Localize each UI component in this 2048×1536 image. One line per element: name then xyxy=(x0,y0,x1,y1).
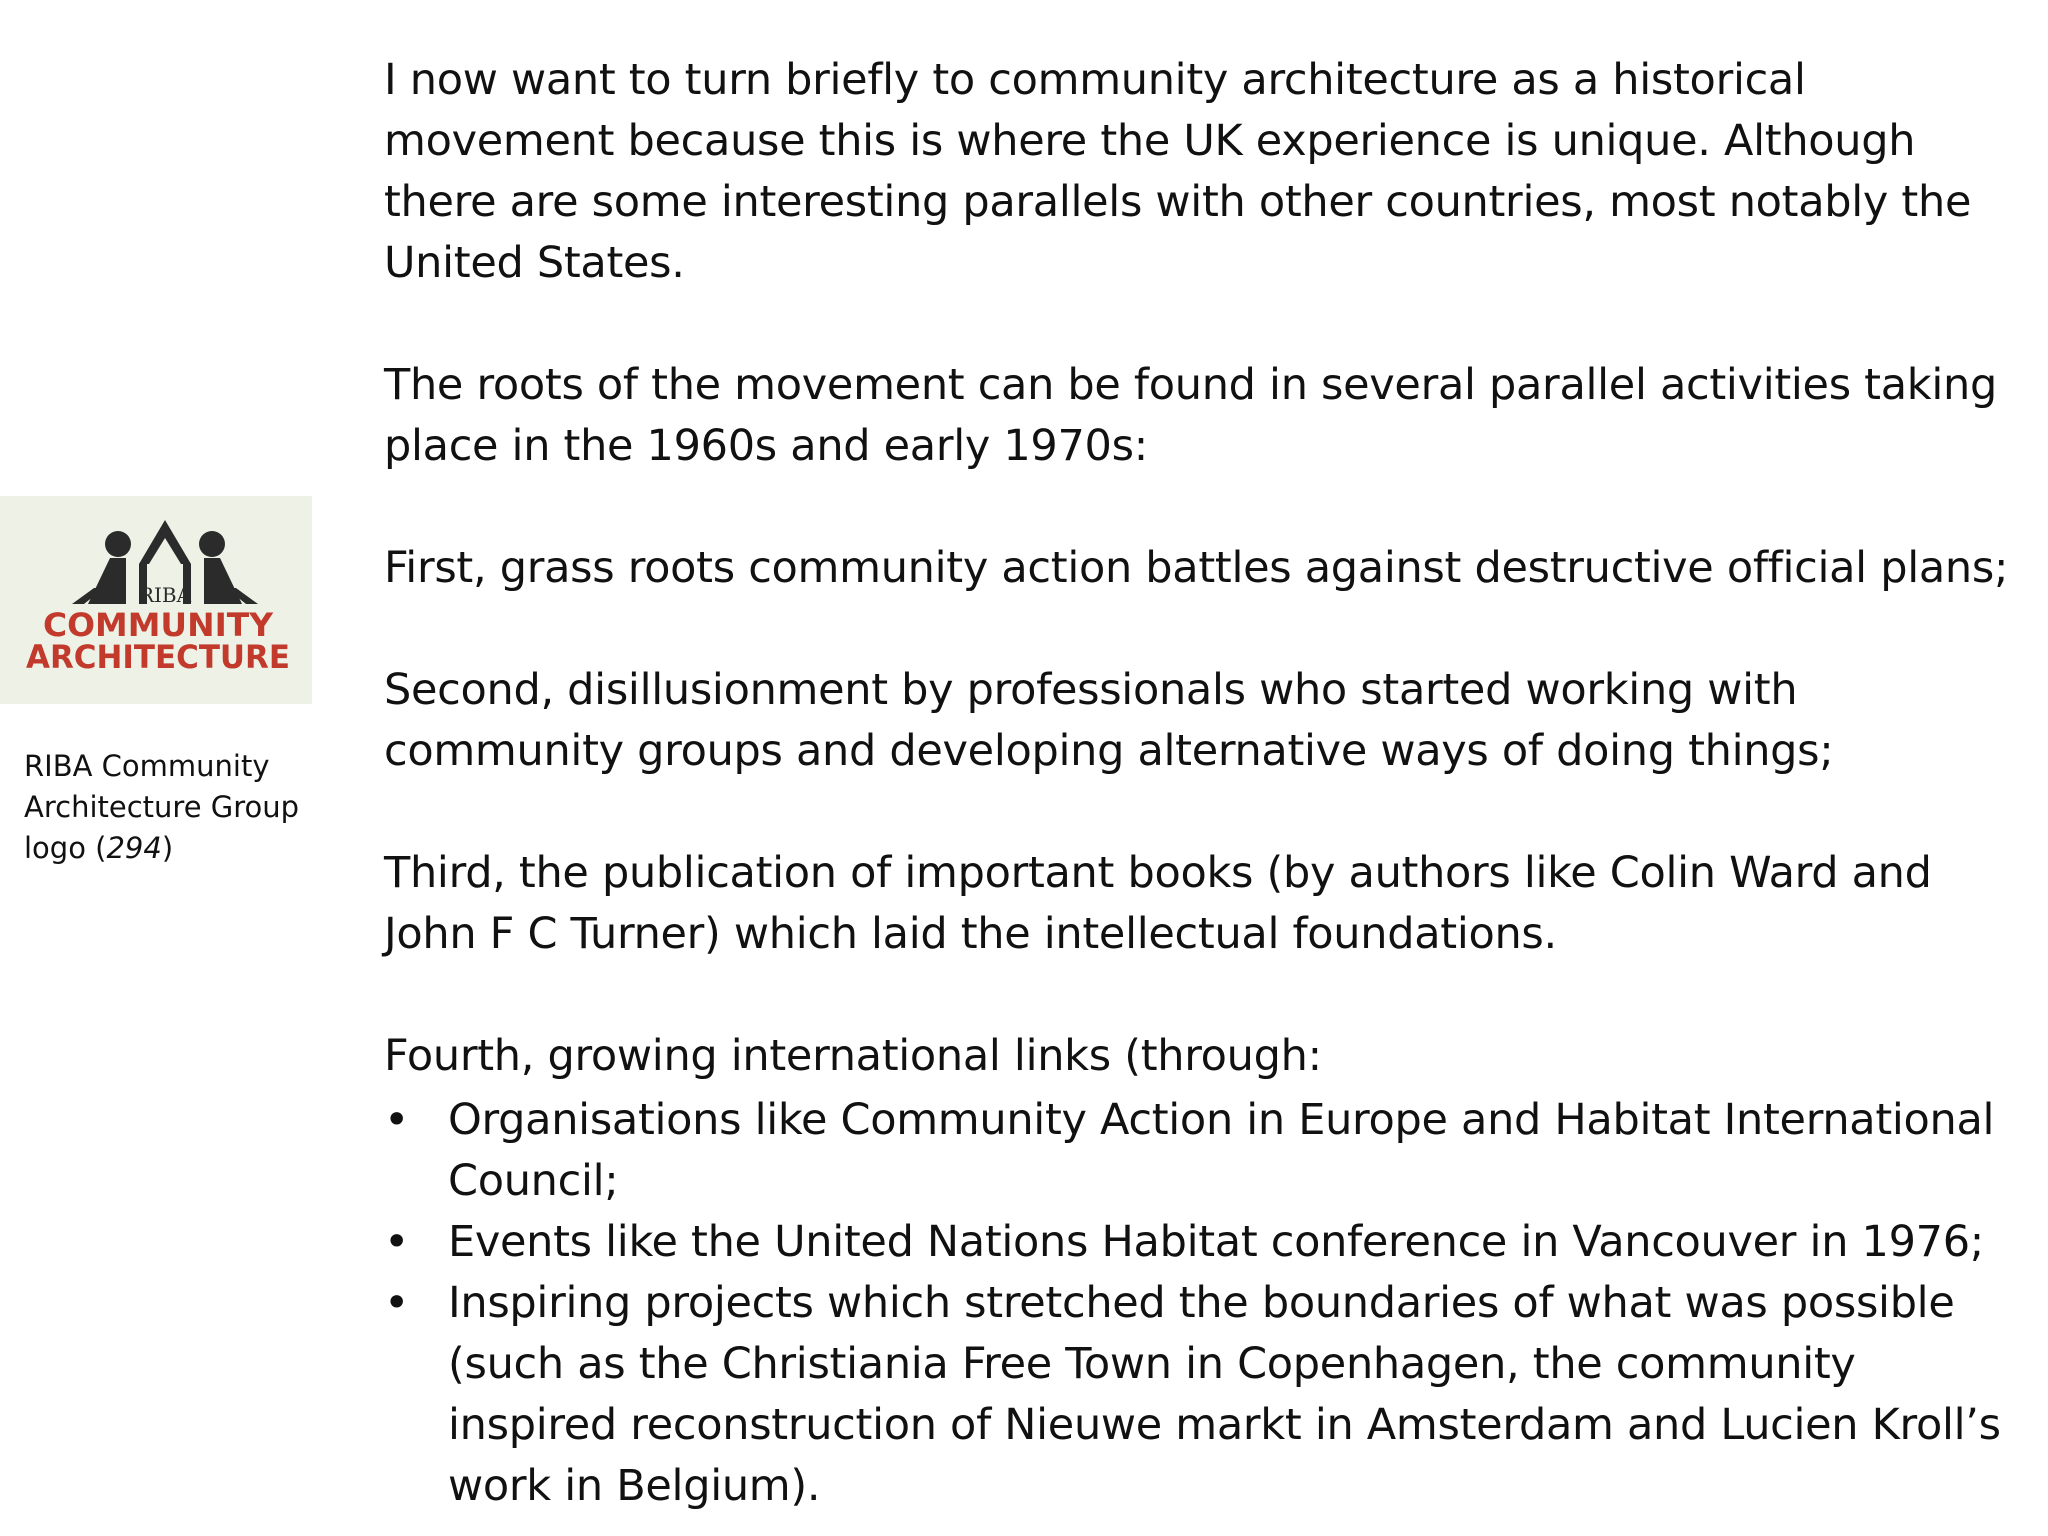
paragraph-second: Second, disillusionment by professionals who started working with community groups and developing alternative ways of doing things; xyxy=(384,665,1834,776)
paragraph-roots: The roots of the movement can be found in several parallel activities taking place in the 1960s and early 1970s: xyxy=(384,360,1997,471)
paragraph-first: First, grass roots community action battles against destructive official plans; xyxy=(384,543,2009,593)
paragraph-third: Third, the publication of important books (by authors like Colin Ward and John F C Turner) which laid the intellectual foundations. xyxy=(384,848,1932,959)
bullet-icon: • xyxy=(384,1278,410,1328)
list-item-text: Organisations like Community Action in Europe and Habitat International Council; xyxy=(448,1095,1995,1206)
list-item xyxy=(384,1090,2024,1212)
slide-body-text xyxy=(384,50,2024,1517)
list-item-text: Inspiring projects which stretched the boundaries of what was possible (such as the Christiania Free Town in Copenhagen, the community inspired reconstruction of Nieuwe markt in Amsterdam and Lucien Kroll’s work in Belgium). xyxy=(448,1278,2001,1511)
list-item-text: Events like the United Nations Habitat conference in Vancouver in 1976; xyxy=(448,1217,1984,1267)
bullet-icon: • xyxy=(384,1095,410,1145)
bullet-icon: • xyxy=(384,1217,410,1267)
logo-line1: COMMUNITY xyxy=(43,606,274,644)
caption-close: ) xyxy=(161,831,174,865)
list-item xyxy=(384,1212,2024,1273)
list-item xyxy=(384,1273,2024,1517)
logo-caption xyxy=(24,746,324,869)
logo-line2: ARCHITECTURE xyxy=(26,638,290,676)
caption-number: 294 xyxy=(106,831,162,865)
international-links-list xyxy=(384,1090,2024,1517)
riba-community-architecture-logo xyxy=(0,496,312,704)
paragraph-intro: I now want to turn briefly to community architecture as a historical movement because this is where the UK experience is unique. Although there are some interesting parallels with other countries, most notably the United States. xyxy=(384,55,1972,288)
caption-text: RIBA Community Architecture Group logo ( xyxy=(24,749,300,865)
logo-riba-text: RIBA xyxy=(138,583,192,607)
paragraph-fourth: Fourth, growing international links (through: xyxy=(384,1031,1322,1081)
